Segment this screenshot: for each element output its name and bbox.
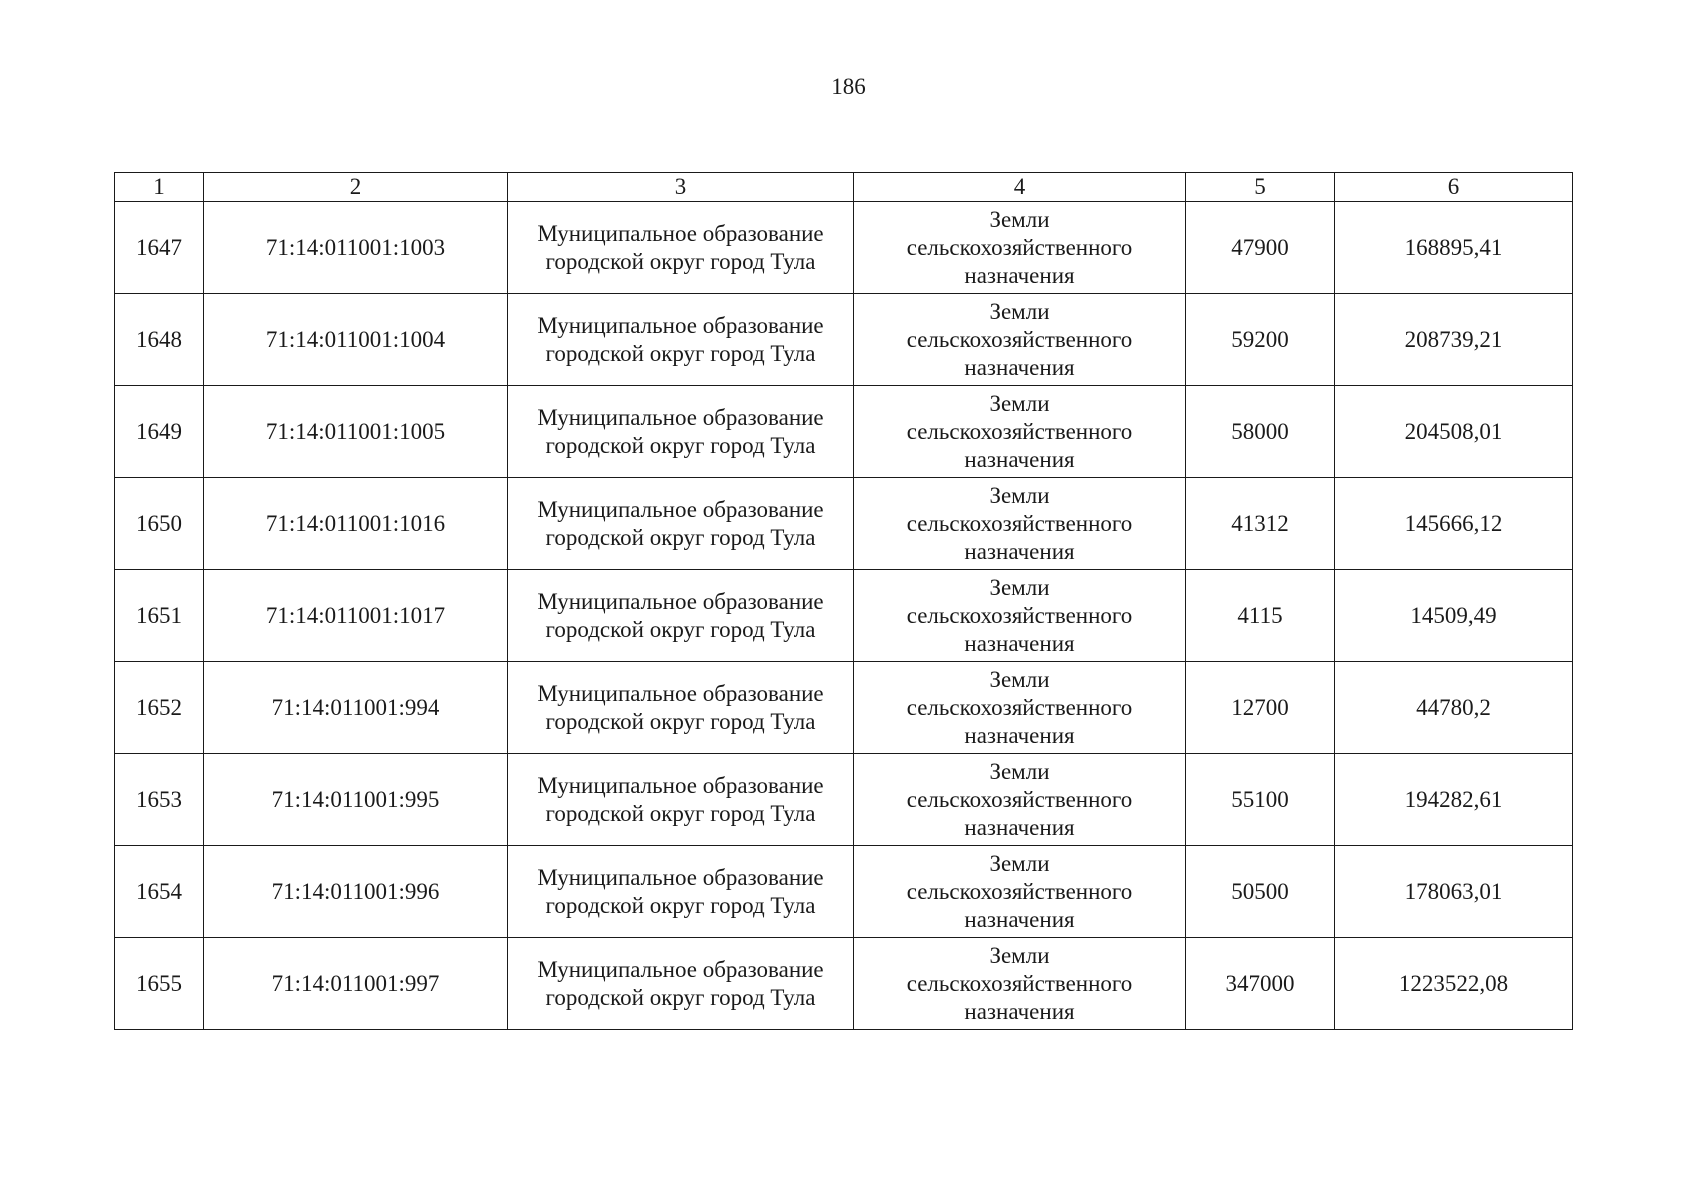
- owner-line: городской округ город Тула: [545, 892, 816, 918]
- owner-line: Муниципальное образование: [537, 864, 824, 890]
- category-line: сельскохозяйственного: [906, 234, 1133, 260]
- category-line: Земли: [989, 206, 1050, 232]
- area-cell: 55100: [1186, 754, 1335, 846]
- category-line: назначения: [964, 262, 1075, 288]
- cadastral-number: 71:14:011001:1005: [204, 386, 508, 478]
- owner-line: Муниципальное образование: [537, 680, 824, 706]
- category-line: сельскохозяйственного: [906, 418, 1133, 444]
- owner-cell: [508, 754, 854, 846]
- land-category-cell: [854, 386, 1186, 478]
- row-number: 1648: [115, 294, 204, 386]
- owner-cell: [508, 478, 854, 570]
- owner-cell: [508, 846, 854, 938]
- row-number: 1650: [115, 478, 204, 570]
- land-category-cell: [854, 938, 1186, 1030]
- cadastral-number: 71:14:011001:1017: [204, 570, 508, 662]
- land-category-cell: [854, 846, 1186, 938]
- category-line: сельскохозяйственного: [906, 510, 1133, 536]
- area-cell: 50500: [1186, 846, 1335, 938]
- owner-line: городской округ город Тула: [545, 984, 816, 1010]
- category-line: назначения: [964, 630, 1075, 656]
- category-line: Земли: [989, 666, 1050, 692]
- value-cell: 14509,49: [1335, 570, 1573, 662]
- category-line: сельскохозяйственного: [906, 602, 1133, 628]
- category-line: Земли: [989, 942, 1050, 968]
- area-cell: 41312: [1186, 478, 1335, 570]
- area-cell: 47900: [1186, 202, 1335, 294]
- category-line: сельскохозяйственного: [906, 694, 1133, 720]
- category-line: сельскохозяйственного: [906, 878, 1133, 904]
- cadastral-number: 71:14:011001:996: [204, 846, 508, 938]
- table-row: [115, 938, 1573, 1030]
- owner-line: Муниципальное образование: [537, 404, 824, 430]
- table-row: [115, 846, 1573, 938]
- area-cell: 347000: [1186, 938, 1335, 1030]
- category-line: назначения: [964, 722, 1075, 748]
- area-cell: 58000: [1186, 386, 1335, 478]
- owner-line: Муниципальное образование: [537, 496, 824, 522]
- owner-cell: [508, 570, 854, 662]
- table-row: [115, 202, 1573, 294]
- owner-line: Муниципальное образование: [537, 772, 824, 798]
- owner-cell: [508, 938, 854, 1030]
- table-row: [115, 294, 1573, 386]
- column-header-6: 6: [1335, 173, 1573, 202]
- owner-cell: [508, 294, 854, 386]
- cadastral-number: 71:14:011001:994: [204, 662, 508, 754]
- owner-line: городской округ город Тула: [545, 248, 816, 274]
- category-line: назначения: [964, 998, 1075, 1024]
- owner-line: городской округ город Тула: [545, 800, 816, 826]
- category-line: сельскохозяйственного: [906, 970, 1133, 996]
- page-number: 186: [831, 74, 866, 99]
- category-line: назначения: [964, 354, 1075, 380]
- land-category-cell: [854, 478, 1186, 570]
- table-row: [115, 754, 1573, 846]
- row-number: 1653: [115, 754, 204, 846]
- land-category-cell: [854, 570, 1186, 662]
- value-cell: 145666,12: [1335, 478, 1573, 570]
- cadastral-number: 71:14:011001:995: [204, 754, 508, 846]
- owner-line: Муниципальное образование: [537, 588, 824, 614]
- category-line: Земли: [989, 758, 1050, 784]
- owner-cell: [508, 386, 854, 478]
- land-registry-table: [114, 172, 1573, 1030]
- value-cell: 208739,21: [1335, 294, 1573, 386]
- category-line: назначения: [964, 814, 1075, 840]
- owner-line: городской округ город Тула: [545, 616, 816, 642]
- owner-cell: [508, 202, 854, 294]
- table-row: [115, 478, 1573, 570]
- column-header-2: 2: [204, 173, 508, 202]
- column-header-4: 4: [854, 173, 1186, 202]
- row-number: 1647: [115, 202, 204, 294]
- value-cell: 194282,61: [1335, 754, 1573, 846]
- area-cell: 12700: [1186, 662, 1335, 754]
- row-number: 1651: [115, 570, 204, 662]
- category-line: назначения: [964, 906, 1075, 932]
- category-line: Земли: [989, 482, 1050, 508]
- category-line: Земли: [989, 850, 1050, 876]
- category-line: Земли: [989, 390, 1050, 416]
- table-row: [115, 386, 1573, 478]
- row-number: 1655: [115, 938, 204, 1030]
- cadastral-number: 71:14:011001:1004: [204, 294, 508, 386]
- land-category-cell: [854, 202, 1186, 294]
- category-line: Земли: [989, 574, 1050, 600]
- column-header-5: 5: [1186, 173, 1335, 202]
- category-line: сельскохозяйственного: [906, 326, 1133, 352]
- cadastral-number: 71:14:011001:997: [204, 938, 508, 1030]
- owner-line: Муниципальное образование: [537, 312, 824, 338]
- area-cell: 59200: [1186, 294, 1335, 386]
- table-row: [115, 570, 1573, 662]
- value-cell: 44780,2: [1335, 662, 1573, 754]
- table-body: [115, 202, 1573, 1030]
- cadastral-number: 71:14:011001:1003: [204, 202, 508, 294]
- header-row: [115, 173, 1573, 202]
- owner-line: городской округ город Тула: [545, 432, 816, 458]
- column-header-3: 3: [508, 173, 854, 202]
- land-category-cell: [854, 294, 1186, 386]
- owner-line: Муниципальное образование: [537, 220, 824, 246]
- category-line: Земли: [989, 298, 1050, 324]
- owner-cell: [508, 662, 854, 754]
- category-line: назначения: [964, 446, 1075, 472]
- value-cell: 178063,01: [1335, 846, 1573, 938]
- owner-line: городской округ город Тула: [545, 340, 816, 366]
- row-number: 1649: [115, 386, 204, 478]
- owner-line: городской округ город Тула: [545, 708, 816, 734]
- row-number: 1654: [115, 846, 204, 938]
- area-cell: 4115: [1186, 570, 1335, 662]
- value-cell: 1223522,08: [1335, 938, 1573, 1030]
- owner-line: городской округ город Тула: [545, 524, 816, 550]
- category-line: сельскохозяйственного: [906, 786, 1133, 812]
- category-line: назначения: [964, 538, 1075, 564]
- column-header-1: 1: [115, 173, 204, 202]
- value-cell: 168895,41: [1335, 202, 1573, 294]
- row-number: 1652: [115, 662, 204, 754]
- value-cell: 204508,01: [1335, 386, 1573, 478]
- land-category-cell: [854, 754, 1186, 846]
- land-category-cell: [854, 662, 1186, 754]
- table-header: [115, 173, 1573, 202]
- cadastral-number: 71:14:011001:1016: [204, 478, 508, 570]
- owner-line: Муниципальное образование: [537, 956, 824, 982]
- table-row: [115, 662, 1573, 754]
